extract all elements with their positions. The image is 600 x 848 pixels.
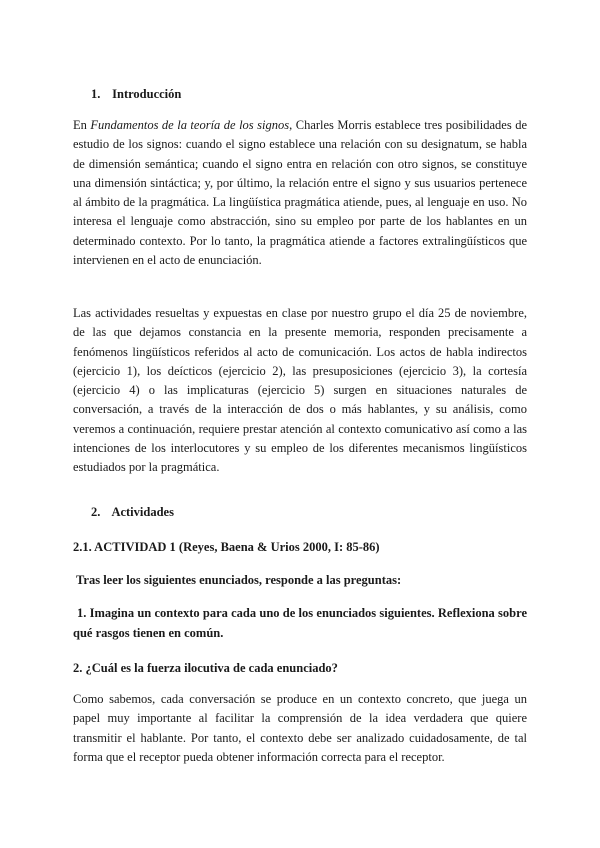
activities-paragraph: Las actividades resueltas y expuestas en clase por nuestro grupo el día 25 de noviembre, de las que dejamos constancia en la presente memoria, responden precisamente a fenómenos lingüísticos referidos al acto de comunicación. Los actos de habla indirectos (ejercicio 1), los deícticos (ejercicio 2), las presuposiciones (ejercicio 3), la cortesía (ejercicio 4) o las implicaturas (ejercicio 5) surgen en situaciones naturales de conversación, a través de la interacción de dos o más hablantes, y su análisis, como veremos a continuación, requiere prestar atención al contexto comunicativo así como a las intenciones de los interlocutores y su empleo de los diferentes mecanismos lingüísticos estudiados por la pragmática. <box>73 306 527 475</box>
subsection-heading: 2.1. ACTIVIDAD 1 (Reyes, Baena & Urios 2000, I: 85-86) <box>73 540 380 554</box>
section-heading-introduccion <box>91 86 181 102</box>
instruction-line: Tras leer los siguientes enunciados, responde a las preguntas: <box>76 573 402 587</box>
section-number: 2. <box>91 505 101 519</box>
section-title: Introducción <box>112 87 182 101</box>
section-heading-actividades <box>91 504 174 520</box>
intro-text: , Charles Morris establece tres posibilidades de estudio de los signos: cuando el signo establece una relación con su designatum, se habla de dimensión semántica; cuando el signo entra en relación con otro signos, se constituye una dimensión sintáctica; y, por último, la relación entre el signo y sus usuarios pertenece al ámbito de la pragmática. La lingüística pragmática atiende, pues, al lenguaje en uso. No interesa el lenguaje como abstracción, sino su empleo por parte de los hablantes en un determinado contexto. Por lo tanto, la pragmática atiende a factores extralingüísticos que intervienen en el acto de enunciación. <box>73 118 528 268</box>
answer-paragraph: Como sabemos, cada conversación se produce en un contexto concreto, que juega un papel muy importante al facilitar la comprensión de la idea verdadera que quiere transmitir el hablante. Por tanto, el contexto debe ser analizado cuidadosamente, de tal forma que el receptor pueda obtener información correcta para el receptor. <box>73 692 527 764</box>
section-title: Actividades <box>111 505 174 519</box>
intro-paragraph: En Fundamentos de la teoría de los signos, Charles Morris establece tres posibilidades de estudio de los signos: cuando el signo establece una relación con su designatum, se habla de dimensión semántica; cuando el signo entra en relación con otro signos, se constituye una dimensión sintáctica; y, por último, la relación entre el signo y sus usuarios pertenece al ámbito de la pragmática. La lingüística pragmática atiende, pues, al lenguaje en uso. No interesa el lenguaje como abstracción, sino su empleo por parte de los hablantes en un determinado contexto. Por lo tanto, la pragmática atiende a factores extralingüísticos que intervienen en el acto de enunciación. <box>73 118 528 268</box>
section-number: 1. <box>91 87 101 101</box>
book-title: Fundamentos de la teoría de los signos <box>90 118 290 132</box>
question-1: 1. Imagina un contexto para cada uno de los enunciados siguientes. Reflexiona sobre qué rasgos tienen en común. <box>73 606 527 640</box>
question-2: 2. ¿Cuál es la fuerza ilocutiva de cada enunciado? <box>73 661 338 675</box>
